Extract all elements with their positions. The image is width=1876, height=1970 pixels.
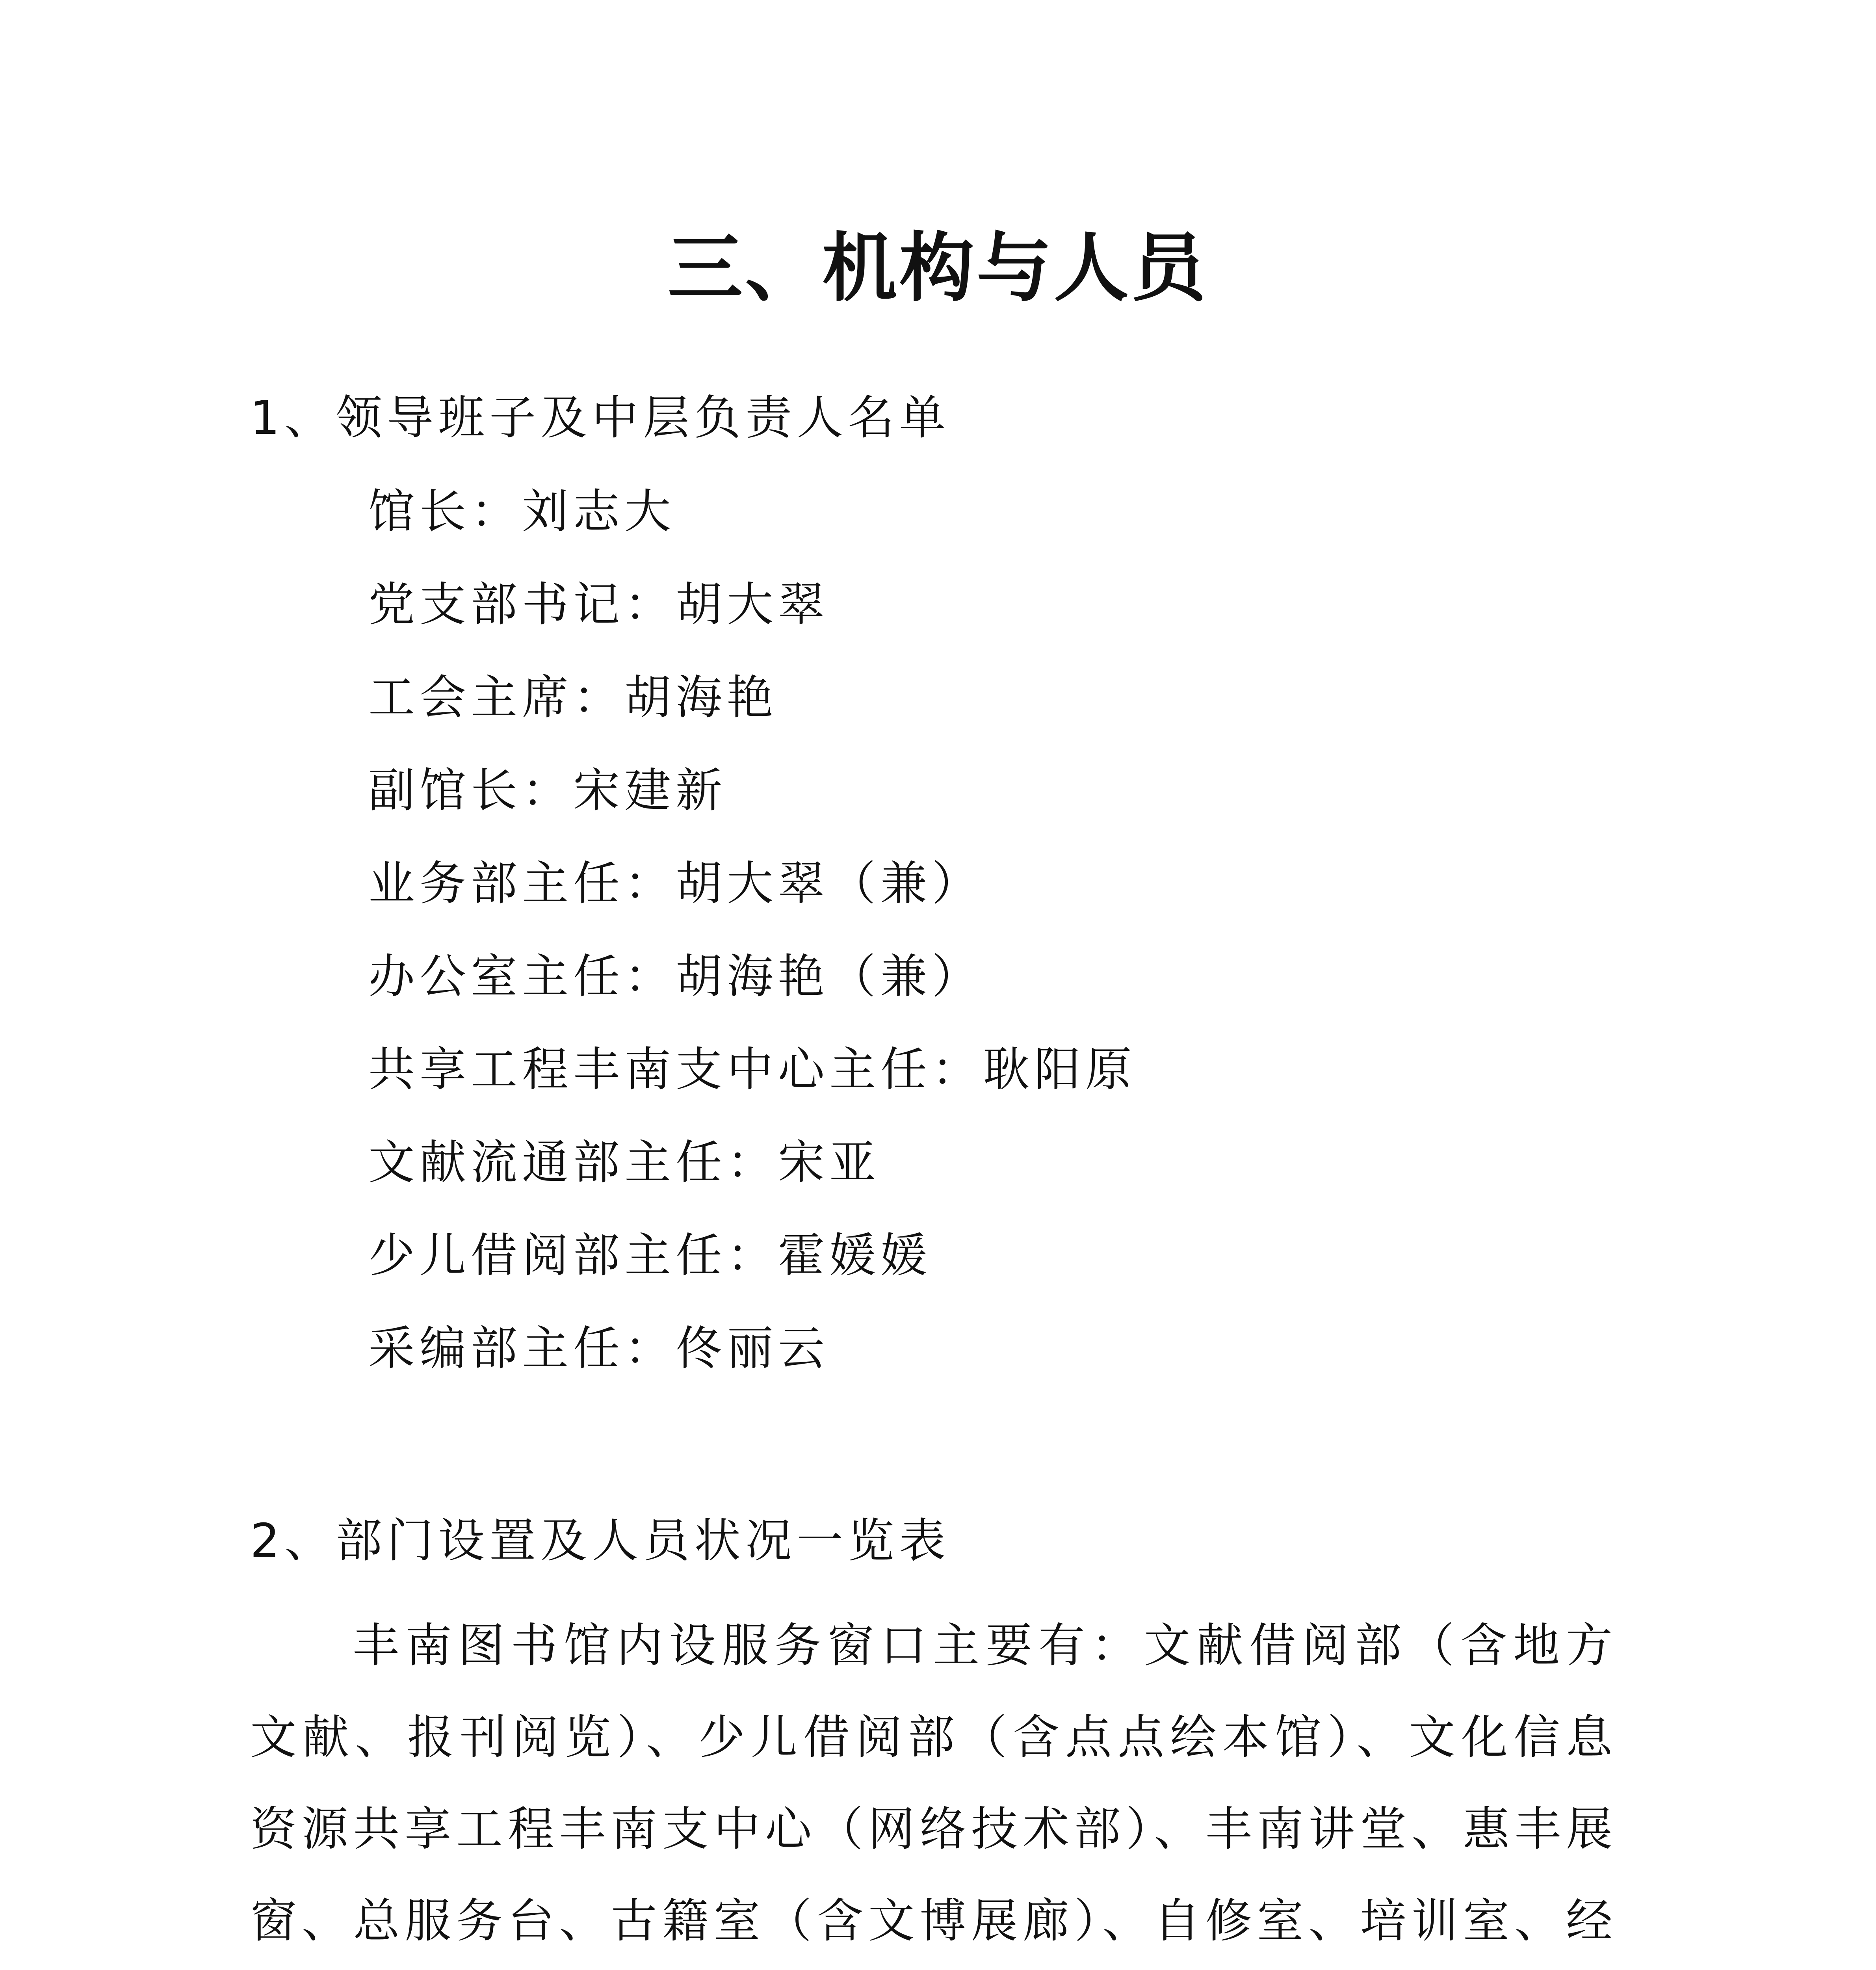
section-heading-leadership: 1、领导班子及中层负责人名单 xyxy=(250,390,951,445)
list-item: 办公室主任：胡海艳（兼） xyxy=(368,949,983,1004)
list-item: 共享工程丰南支中心主任：耿阳原 xyxy=(368,1042,1137,1097)
leadership-list xyxy=(368,482,1137,1412)
list-item: 馆长：刘志大 xyxy=(368,484,676,539)
list-item: 文献流通部主任：宋亚 xyxy=(368,1135,881,1189)
section-heading-departments: 2、部门设置及人员状况一览表 xyxy=(250,1513,951,1568)
list-item: 副馆长：宋建新 xyxy=(368,763,727,818)
list-item: 少儿借阅部主任：霍媛媛 xyxy=(368,1228,932,1282)
department-paragraph: 丰南图书馆内设服务窗口主要有：文献借阅部（含地方文献、报刊阅览）、少儿借阅部（含点点绘本馆）、文化信息资源共享工程丰南支中心（网络技术部）、丰南讲堂、惠丰展窗、总服务台、古籍室（含文博展廊）、自修室、培训室、经 xyxy=(250,1618,1617,1948)
list-item: 工会主席：胡海艳 xyxy=(368,670,778,725)
list-item: 业务部主任：胡大翠（兼） xyxy=(368,856,983,911)
list-item: 采编部主任：佟丽云 xyxy=(368,1321,830,1375)
page-title: 三、机构与人员 xyxy=(667,224,1208,312)
list-item: 党支部书记：胡大翠 xyxy=(368,577,830,632)
